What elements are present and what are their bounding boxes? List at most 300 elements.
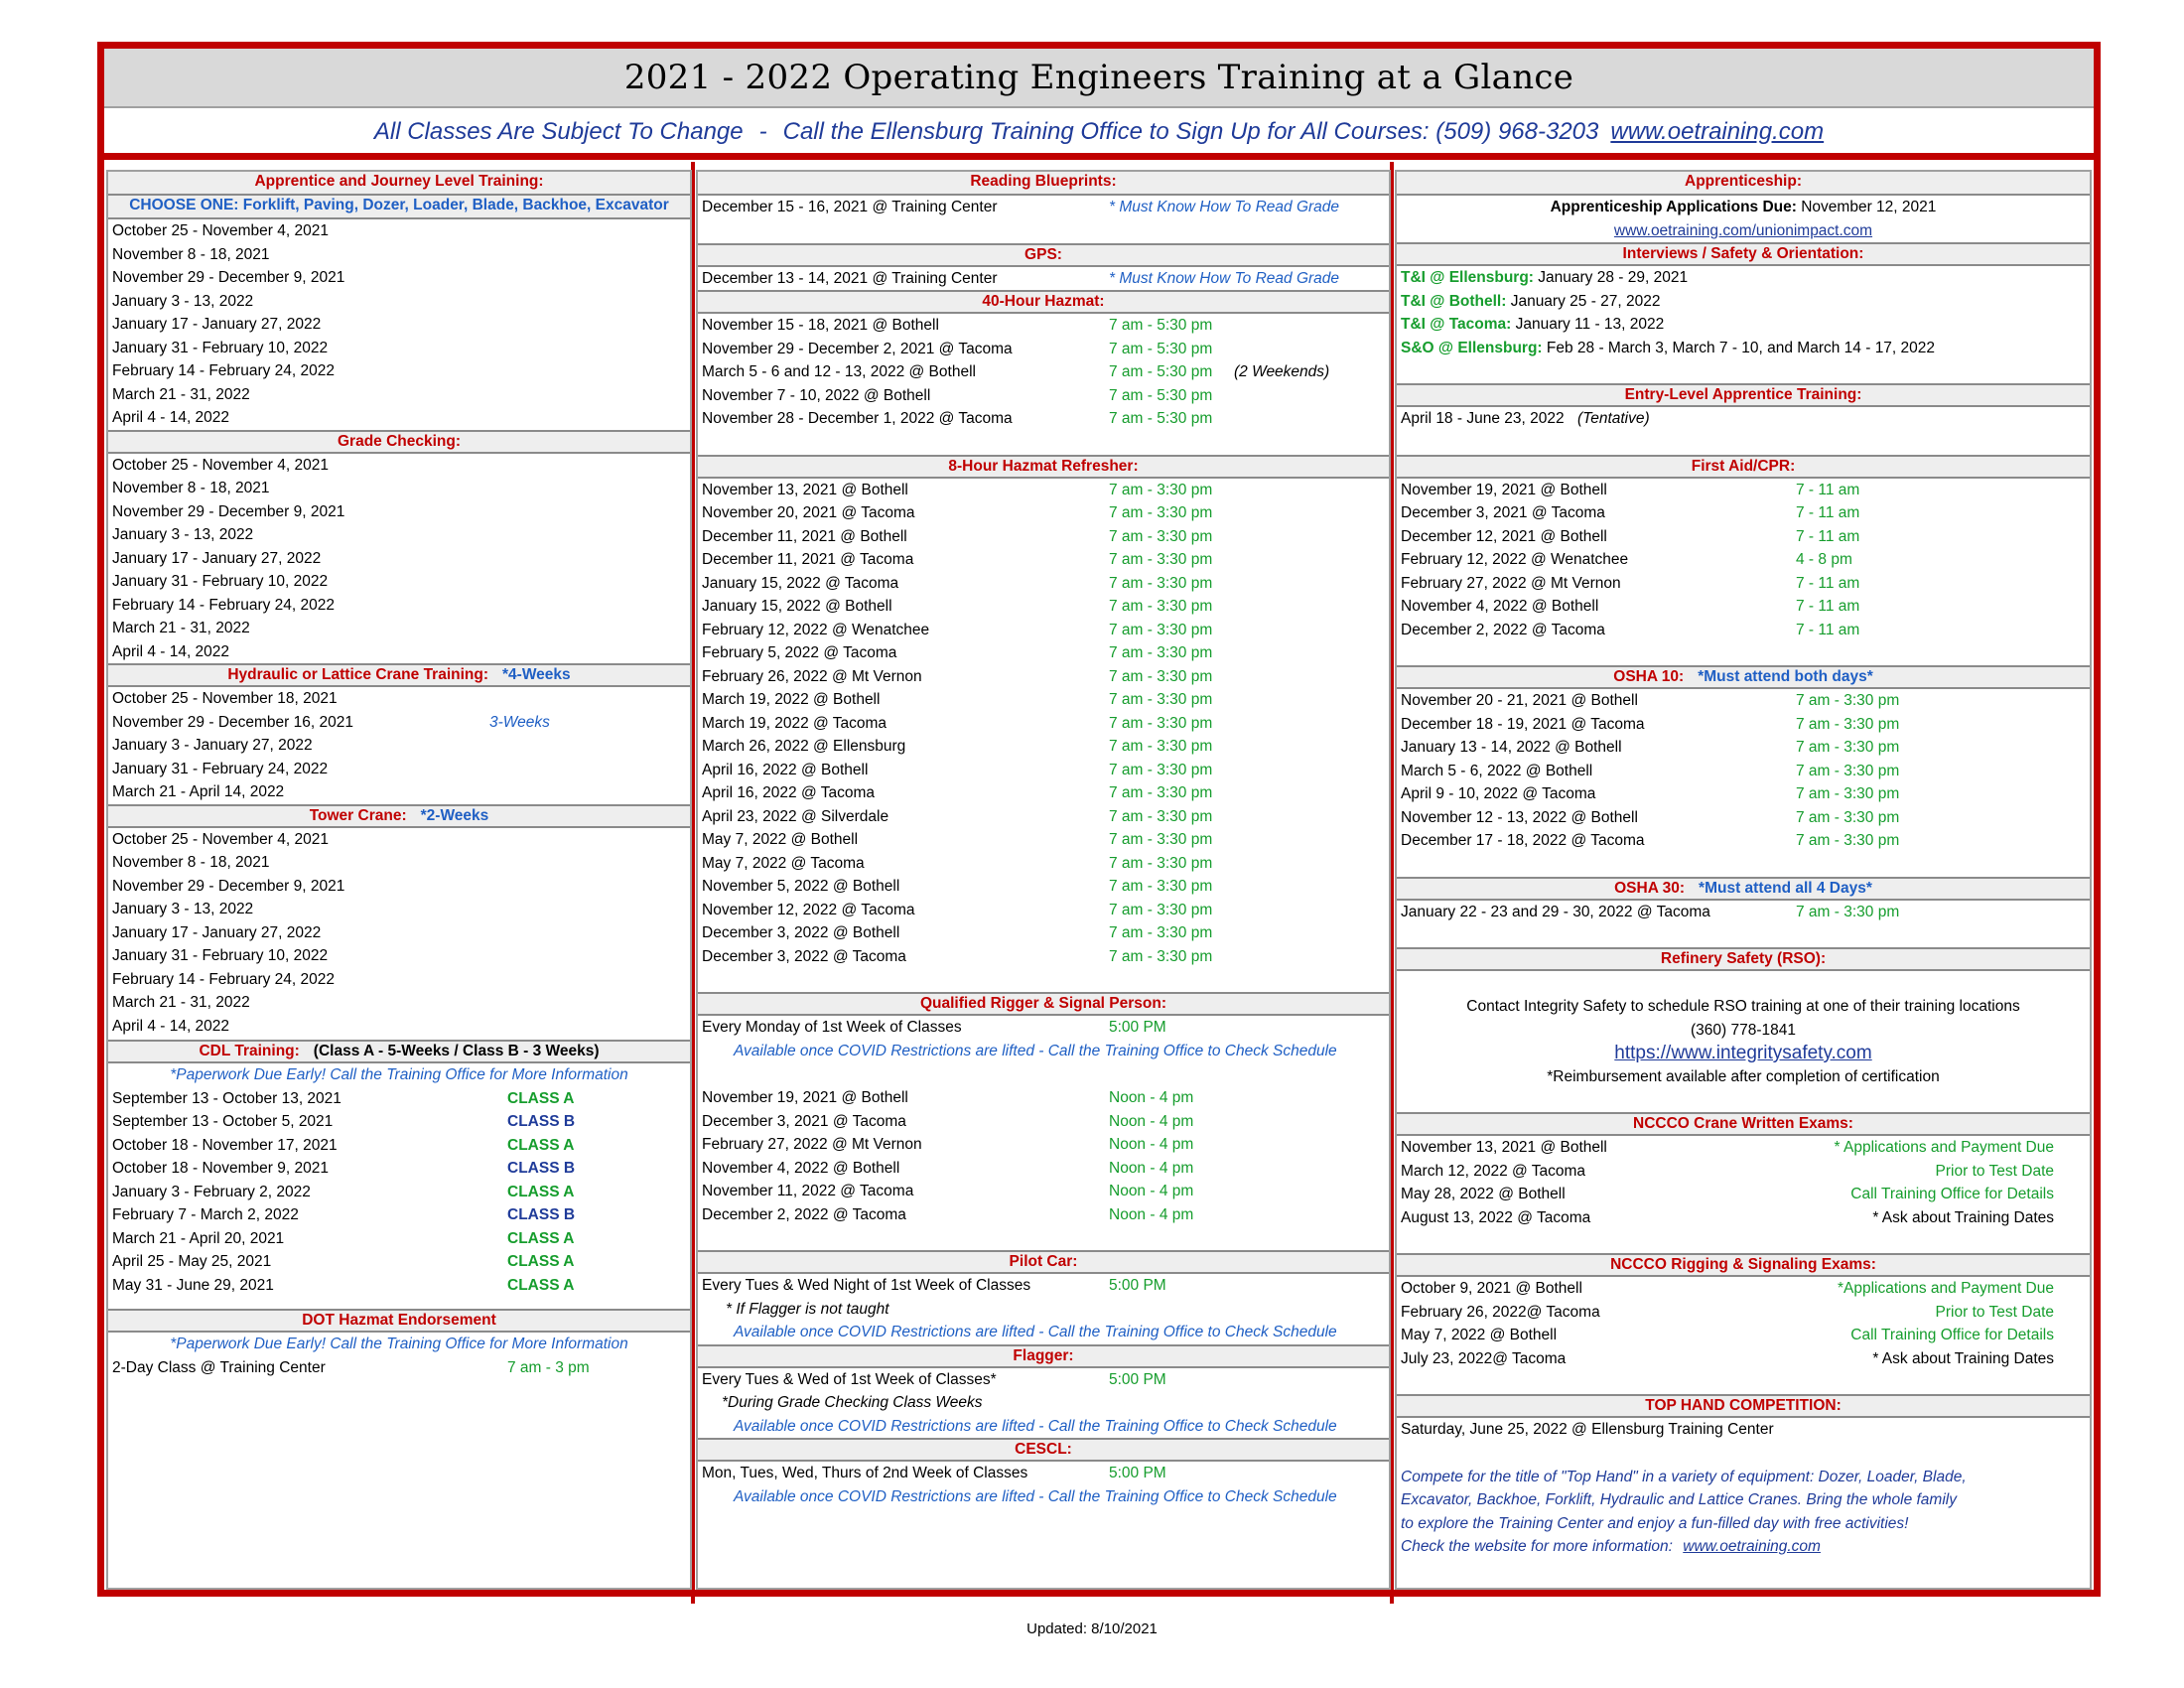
exam-date: July 23, 2022@ Tacoma — [1401, 1349, 1567, 1367]
class-date: 2-Day Class @ Training Center — [112, 1358, 326, 1376]
class-time: 7 am - 3:30 pm — [1109, 878, 1213, 895]
class-schedule: Every Tues & Wed Night of 1st Week of Classes — [702, 1277, 1031, 1294]
list-item — [698, 641, 1389, 665]
class-date: November 5, 2022 @ Bothell — [702, 878, 900, 895]
class-time: 7 am - 3:30 pm — [1796, 832, 1900, 849]
list-item — [1397, 736, 2090, 760]
class-time: 7 am - 3:30 pm — [1109, 854, 1213, 872]
exam-note: Prior to Test Date — [1935, 1162, 2054, 1180]
list-item — [108, 828, 690, 852]
class-date: March 21 - 31, 2022 — [112, 620, 250, 636]
list-item — [108, 1274, 690, 1298]
class-time: 7 - 11 am — [1796, 621, 1860, 638]
section-entry-level — [1397, 383, 2090, 455]
section-apprenticeship — [1397, 172, 2090, 242]
section-header — [108, 663, 690, 687]
updated-date: Updated: 8/10/2021 — [1026, 1620, 1158, 1637]
applications-due — [1397, 196, 2090, 219]
section-apprentice-training — [108, 172, 690, 430]
class-date: April 4 - 14, 2022 — [112, 642, 230, 660]
list-item — [698, 781, 1389, 805]
page-title: 2021 - 2022 Operating Engineers Training at a Glance — [623, 58, 1574, 97]
section-header: CESCL: — [698, 1438, 1389, 1462]
subtitle-signup-info: Call the Ellensburg Training Office to Sign Up for All Courses: (509) 968-3203 — [782, 117, 1599, 145]
section-refinery-safety — [1397, 947, 2090, 1112]
session-label: T&I @ Tacoma: — [1401, 316, 1512, 333]
section-header: GPS: — [698, 243, 1389, 267]
list-item — [698, 735, 1389, 759]
class-date: November 4, 2022 @ Bothell — [702, 1159, 900, 1177]
class-date: January 3 - 13, 2022 — [112, 901, 254, 917]
class-date: November 11, 2022 @ Tacoma — [702, 1183, 914, 1199]
duration-note: *4-Weeks — [502, 666, 571, 683]
list-item — [1397, 713, 2090, 737]
flagger-note: * If Flagger is not taught — [726, 1300, 889, 1318]
class-date: December 13 - 14, 2021 @ Training Center — [702, 269, 998, 287]
class-date: April 4 - 14, 2022 — [112, 409, 230, 426]
list-item — [108, 1227, 690, 1251]
list-item — [108, 640, 690, 664]
contact-info: Contact Integrity Safety to schedule RSO training at one of their training locations — [1466, 998, 2020, 1015]
class-time: 7 am - 3:30 pm — [1109, 714, 1213, 732]
section-osha-30 — [1397, 877, 2090, 948]
exam-note: Prior to Test Date — [1935, 1303, 2054, 1321]
covid-note: Available once COVID Restrictions are lifted - Call the Training Office to Check Schedule — [734, 1417, 1337, 1435]
class-time: 5:00 PM — [1109, 1277, 1166, 1294]
list-item — [698, 384, 1389, 408]
list-item — [108, 734, 690, 758]
section-header — [1397, 665, 2090, 689]
class-time: Noon - 4 pm — [1109, 1159, 1194, 1177]
class-date: October 25 - November 4, 2021 — [112, 222, 329, 239]
class-date: October 25 - November 4, 2021 — [112, 830, 329, 848]
class-type-badge: CLASS A — [507, 1183, 575, 1200]
list-item — [1397, 313, 2090, 337]
website-link[interactable]: www.oetraining.com — [1683, 1538, 1821, 1555]
exam-date: May 7, 2022 @ Bothell — [1401, 1327, 1558, 1343]
list-item — [1397, 1301, 2090, 1325]
class-time: 7 am - 3:30 pm — [1796, 808, 1900, 826]
class-time: 7 am - 3:30 pm — [1109, 551, 1213, 568]
list-item — [698, 1157, 1389, 1181]
list-item — [1397, 1183, 2090, 1206]
section-header: Reading Blueprints: — [698, 172, 1389, 196]
session-label: S&O @ Ellensburg: — [1401, 339, 1543, 356]
list-item — [698, 688, 1389, 712]
list-item — [108, 500, 690, 524]
class-date: April 4 - 14, 2022 — [112, 1017, 230, 1035]
section-crane-training — [108, 663, 690, 804]
section-title: OSHA 30: — [1614, 879, 1686, 897]
section-header: Flagger: — [698, 1344, 1389, 1368]
class-date: November 15 - 18, 2021 @ Bothell — [702, 317, 939, 334]
class-date: October 25 - November 4, 2021 — [112, 456, 329, 474]
integrity-safety-link[interactable]: https://www.integritysafety.com — [1614, 1043, 1872, 1063]
list-item — [1397, 782, 2090, 806]
section-header: 40-Hour Hazmat: — [698, 290, 1389, 314]
class-time: 7 am - 3:30 pm — [1109, 574, 1213, 592]
class-date: February 14 - February 24, 2022 — [112, 362, 336, 379]
check-website-text: Check the website for more information: — [1401, 1538, 1673, 1555]
list-item — [1397, 901, 2090, 924]
list-item — [108, 687, 690, 711]
class-date: November 20, 2021 @ Tacoma — [702, 504, 915, 521]
schedule-frame — [97, 42, 2101, 1597]
date-list — [698, 314, 1389, 431]
requirement-note: * Must Know How To Read Grade — [1109, 269, 1340, 287]
subtitle-change-notice: All Classes Are Subject To Change — [373, 117, 744, 145]
list-item — [698, 525, 1389, 549]
list-item — [108, 875, 690, 899]
section-header: DOT Hazmat Endorsement — [108, 1309, 690, 1333]
duration-note: 3-Weeks — [489, 713, 550, 731]
choose-one-equipment: CHOOSE ONE: Forklift, Paving, Dozer, Loader, Blade, Backhoe, Excavator — [108, 196, 690, 219]
class-time: 7 am - 3:30 pm — [1109, 947, 1213, 965]
class-time: 7 - 11 am — [1796, 574, 1860, 592]
list-item — [108, 991, 690, 1015]
class-time: 7 - 11 am — [1796, 527, 1860, 545]
exam-date: October 9, 2021 @ Bothell — [1401, 1280, 1582, 1297]
section-40-hour-hazmat — [698, 290, 1389, 455]
class-time: 7 am - 3:30 pm — [1109, 527, 1213, 545]
class-date: January 3 - January 27, 2022 — [112, 737, 313, 754]
list-item — [698, 852, 1389, 876]
class-date: January 3 - February 2, 2022 — [112, 1183, 311, 1200]
list-item — [1397, 501, 2090, 525]
list-item — [1397, 760, 2090, 783]
class-time: 7 am - 3:30 pm — [1109, 738, 1213, 755]
class-date: December 17 - 18, 2022 @ Tacoma — [1401, 832, 1645, 849]
list-item — [698, 572, 1389, 596]
list-item — [1397, 829, 2090, 853]
list-item — [698, 1133, 1389, 1157]
date-list — [1397, 1277, 2090, 1370]
class-time: Noon - 4 pm — [1109, 1205, 1194, 1223]
event-date: Saturday, June 25, 2022 @ Ellensburg Training Center — [1401, 1421, 1774, 1438]
paperwork-note: *Paperwork Due Early! Call the Training Office for More Information — [170, 1336, 628, 1352]
list-item — [1397, 1347, 2090, 1371]
class-date: January 31 - February 10, 2022 — [112, 573, 329, 590]
exam-date: May 28, 2022 @ Bothell — [1401, 1186, 1566, 1202]
list-item — [698, 619, 1389, 642]
list-item — [108, 454, 690, 478]
section-header — [1397, 877, 2090, 901]
list-item — [1397, 219, 2090, 243]
class-date: November 29 - December 16, 2021 — [112, 713, 353, 731]
section-reading-blueprints — [698, 172, 1389, 243]
class-date: December 11, 2021 @ Tacoma — [702, 551, 914, 568]
class-date: February 27, 2022 @ Mt Vernon — [702, 1136, 922, 1153]
class-date: January 15, 2022 @ Tacoma — [702, 574, 899, 592]
class-date: January 15, 2022 @ Bothell — [702, 598, 892, 615]
class-time: 7 am - 3:30 pm — [1109, 598, 1213, 615]
class-time: 7 am - 3:30 pm — [1109, 924, 1213, 941]
class-date: February 5, 2022 @ Tacoma — [702, 644, 897, 661]
list-item — [698, 899, 1389, 922]
class-date: April 16, 2022 @ Bothell — [702, 761, 869, 778]
list-item — [1397, 1206, 2090, 1230]
date-list — [108, 828, 690, 1039]
list-item — [698, 665, 1389, 689]
section-header: Grade Checking: — [108, 430, 690, 454]
class-date: January 31 - February 10, 2022 — [112, 947, 329, 964]
exam-date: November 13, 2021 @ Bothell — [1401, 1139, 1607, 1156]
list-item — [1397, 337, 2090, 360]
paperwork-note: *Paperwork Due Early! Call the Training Office for More Information — [170, 1066, 628, 1083]
class-time: 7 am - 3:30 pm — [1109, 691, 1213, 708]
list-item — [108, 477, 690, 500]
class-time: 7 am - 3:30 pm — [1109, 667, 1213, 685]
list-item — [698, 1180, 1389, 1203]
section-nccco-crane — [1397, 1112, 2090, 1253]
class-date: December 2, 2022 @ Tacoma — [1401, 621, 1605, 638]
class-date: November 19, 2021 @ Bothell — [702, 1089, 908, 1106]
list-item — [1397, 619, 2090, 642]
list-item — [698, 712, 1389, 736]
list-item — [698, 360, 1389, 384]
class-date: January 17 - January 27, 2022 — [112, 316, 322, 333]
session-label: T&I @ Bothell: — [1401, 292, 1507, 310]
section-qualified-rigger — [698, 992, 1389, 1250]
class-date: October 25 - November 18, 2021 — [112, 690, 338, 707]
list-item — [108, 1157, 690, 1181]
section-dot-hazmat — [108, 1309, 690, 1379]
list-item — [698, 759, 1389, 782]
list-item — [108, 1087, 690, 1111]
list-item — [1397, 525, 2090, 549]
list-item — [1397, 806, 2090, 830]
section-header — [108, 1040, 690, 1063]
list-item — [1397, 548, 2090, 572]
list-item — [1397, 479, 2090, 502]
reimbursement-note: *Reimbursement available after completion of certification — [1547, 1067, 1940, 1085]
list-item — [108, 921, 690, 945]
list-item — [698, 338, 1389, 361]
class-time: 7 am - 3 pm — [507, 1358, 590, 1376]
class-date: December 3, 2022 @ Bothell — [702, 924, 900, 941]
class-time: 7 am - 5:30 pm — [1109, 410, 1213, 427]
exam-date: August 13, 2022 @ Tacoma — [1401, 1208, 1591, 1226]
list-item — [108, 1134, 690, 1158]
list-item — [108, 944, 690, 968]
exam-note: *Applications and Payment Due — [1838, 1280, 2054, 1297]
class-time: 5:00 PM — [1109, 1465, 1166, 1481]
list-item — [698, 1274, 1389, 1298]
list-item — [1397, 1277, 2090, 1301]
schedule-note: (2 Weekends) — [1234, 363, 1330, 380]
class-date: November 19, 2021 @ Bothell — [1401, 481, 1607, 498]
session-date: January 25 - 27, 2022 — [1506, 292, 1661, 310]
list-item — [108, 290, 690, 314]
section-tower-crane — [108, 804, 690, 1039]
class-date: January 22 - 23 and 29 - 30, 2022 @ Tacoma — [1401, 903, 1710, 920]
section-header: NCCCO Crane Written Exams: — [1397, 1112, 2090, 1136]
list-item — [108, 383, 690, 407]
class-date: March 21 - April 14, 2022 — [112, 783, 285, 800]
list-item — [108, 711, 690, 735]
class-date: November 7 - 10, 2022 @ Bothell — [702, 386, 931, 404]
phone-number: (360) 778-1841 — [1691, 1021, 1796, 1039]
section-title: Hydraulic or Lattice Crane Training: — [227, 666, 489, 683]
exam-date: February 26, 2022@ Tacoma — [1401, 1303, 1600, 1321]
class-date: January 31 - February 24, 2022 — [112, 760, 329, 777]
list-item — [108, 243, 690, 267]
list-item — [108, 968, 690, 992]
duration-note: (Class A - 5-Weeks / Class B - 3 Weeks) — [313, 1043, 600, 1059]
class-time: 7 am - 5:30 pm — [1109, 363, 1213, 380]
more-info — [1397, 1535, 2090, 1559]
class-date: December 18 - 19, 2021 @ Tacoma — [1401, 715, 1645, 733]
list-item — [698, 407, 1389, 431]
section-header: Pilot Car: — [698, 1250, 1389, 1274]
description-line: Compete for the title of "Top Hand" in a variety of equipment: Dozer, Loader, Blade, — [1401, 1468, 1967, 1485]
subtitle-separator: - — [758, 117, 767, 145]
class-date: March 21 - 31, 2022 — [112, 385, 250, 403]
class-time: 7 am - 3:30 pm — [1109, 481, 1213, 498]
class-date: November 8 - 18, 2021 — [112, 245, 270, 263]
section-header: 8-Hour Hazmat Refresher: — [698, 455, 1389, 479]
class-date: January 17 - January 27, 2022 — [112, 923, 322, 941]
class-date: November 12 - 13, 2022 @ Bothell — [1401, 808, 1638, 826]
column-right — [1395, 170, 2092, 1590]
date-list — [1397, 479, 2090, 642]
section-first-aid — [1397, 455, 2090, 666]
class-time: 7 am - 3:30 pm — [1796, 903, 1900, 920]
list-item — [108, 219, 690, 243]
section-gps — [698, 243, 1389, 291]
class-type-badge: CLASS A — [507, 1253, 575, 1270]
class-time: Noon - 4 pm — [1109, 1183, 1194, 1199]
class-date: October 18 - November 17, 2021 — [112, 1136, 338, 1154]
class-schedule: Mon, Tues, Wed, Thurs of 2nd Week of Classes — [702, 1465, 1028, 1481]
class-date: December 15 - 16, 2021 @ Training Center — [702, 199, 998, 215]
class-date: January 17 - January 27, 2022 — [112, 549, 322, 567]
session-date: Feb 28 - March 3, March 7 - 10, and March 14 - 17, 2022 — [1542, 339, 1936, 356]
class-time: 7 am - 5:30 pm — [1109, 340, 1213, 357]
date-list — [1397, 1136, 2090, 1229]
section-title: CDL Training: — [199, 1043, 300, 1059]
list-item — [108, 266, 690, 290]
date-list — [1397, 266, 2090, 359]
requirement-note: * Must Know How To Read Grade — [1109, 199, 1340, 215]
section-header: First Aid/CPR: — [1397, 455, 2090, 479]
class-time: 7 am - 3:30 pm — [1109, 761, 1213, 778]
list-item — [698, 479, 1389, 502]
list-item — [698, 267, 1389, 291]
class-date: February 7 - March 2, 2022 — [112, 1206, 299, 1223]
class-date: March 19, 2022 @ Tacoma — [702, 714, 887, 732]
class-date: November 28 - December 1, 2022 @ Tacoma — [702, 410, 1013, 427]
due-label: Apprenticeship Applications Due: — [1550, 199, 1797, 215]
class-time: 7 am - 3:30 pm — [1109, 901, 1213, 918]
section-header: NCCCO Rigging & Signaling Exams: — [1397, 1253, 2090, 1277]
date-list — [108, 1087, 690, 1298]
class-time: 7 am - 3:30 pm — [1796, 739, 1900, 756]
attendance-note: *Must attend both days* — [1698, 668, 1873, 685]
class-date: December 3, 2021 @ Tacoma — [702, 1112, 906, 1130]
section-header — [108, 804, 690, 828]
class-time: 7 am - 3:30 pm — [1109, 644, 1213, 661]
section-cdl-training — [108, 1040, 690, 1297]
list-item — [698, 1368, 1389, 1392]
list-item — [108, 594, 690, 618]
list-item — [108, 523, 690, 547]
website-link[interactable]: www.oetraining.com — [1610, 117, 1825, 145]
class-date: November 29 - December 9, 2021 — [112, 502, 345, 520]
class-date: February 12, 2022 @ Wenatchee — [702, 621, 930, 638]
list-item — [698, 595, 1389, 619]
grade-checking-note: *During Grade Checking Class Weeks — [722, 1394, 983, 1411]
class-date: April 9 - 10, 2022 @ Tacoma — [1401, 785, 1596, 802]
class-date: November 20 - 21, 2021 @ Bothell — [1401, 692, 1638, 709]
list-item — [108, 1015, 690, 1039]
class-date: September 13 - October 5, 2021 — [112, 1113, 334, 1130]
session-date: January 11 - 13, 2022 — [1511, 316, 1665, 333]
event-description — [1397, 1466, 2090, 1536]
exam-note: Call Training Office for Details — [1850, 1327, 2054, 1343]
list-item — [1397, 595, 2090, 619]
class-time: 7 am - 5:30 pm — [1109, 386, 1213, 404]
class-type-badge: CLASS A — [507, 1136, 575, 1154]
class-type-badge: CLASS A — [507, 1276, 575, 1294]
class-time: 7 am - 3:30 pm — [1109, 807, 1213, 825]
class-date: January 13 - 14, 2022 @ Bothell — [1401, 739, 1622, 756]
class-time: 5:00 PM — [1109, 1019, 1166, 1036]
union-impact-link[interactable]: www.oetraining.com/unionimpact.com — [1613, 221, 1873, 239]
class-date: September 13 - October 13, 2021 — [112, 1089, 341, 1107]
class-date: March 26, 2022 @ Ellensburg — [702, 738, 906, 755]
class-date: May 7, 2022 @ Bothell — [702, 831, 859, 848]
list-item — [698, 1203, 1389, 1227]
class-date: January 3 - 13, 2022 — [112, 526, 254, 543]
class-time: Noon - 4 pm — [1109, 1089, 1194, 1106]
class-time: 7 - 11 am — [1796, 598, 1860, 615]
exam-date: March 12, 2022 @ Tacoma — [1401, 1162, 1586, 1180]
list-item — [698, 501, 1389, 525]
class-date: January 31 - February 10, 2022 — [112, 339, 329, 356]
exam-note: * Ask about Training Dates — [1872, 1349, 2054, 1367]
list-item — [108, 1110, 690, 1134]
class-date: April 16, 2022 @ Tacoma — [702, 784, 875, 801]
class-date: February 12, 2022 @ Wenatchee — [1401, 551, 1629, 568]
class-time: 7 am - 3:30 pm — [1109, 621, 1213, 638]
list-item — [1397, 1042, 2090, 1065]
class-type-badge: CLASS B — [507, 1160, 576, 1177]
section-header: TOP HAND COMPETITION: — [1397, 1394, 2090, 1418]
list-item — [108, 1250, 690, 1274]
tentative-note: (Tentative) — [1577, 410, 1650, 427]
class-date: November 8 - 18, 2021 — [112, 480, 270, 496]
list-item — [108, 617, 690, 640]
list-item — [1397, 290, 2090, 314]
class-date: December 2, 2022 @ Tacoma — [702, 1205, 906, 1223]
list-item — [698, 1016, 1389, 1040]
list-item — [1397, 266, 2090, 290]
class-date: November 13, 2021 @ Bothell — [702, 481, 908, 498]
exam-note: Call Training Office for Details — [1850, 1186, 2054, 1202]
date-list — [108, 687, 690, 804]
attendance-note: *Must attend all 4 Days* — [1699, 879, 1872, 897]
list-item — [1397, 1136, 2090, 1160]
class-type-badge: CLASS A — [507, 1089, 575, 1107]
list-item — [698, 1110, 1389, 1134]
section-pilot-car — [698, 1250, 1389, 1344]
section-header: Apprentice and Journey Level Training: — [108, 172, 690, 196]
section-header: Interviews / Safety & Orientation: — [1397, 242, 2090, 266]
class-date: March 21 - 31, 2022 — [112, 994, 250, 1011]
class-date: April 25 - May 25, 2021 — [112, 1253, 272, 1270]
class-time: 7 am - 3:30 pm — [1796, 762, 1900, 779]
